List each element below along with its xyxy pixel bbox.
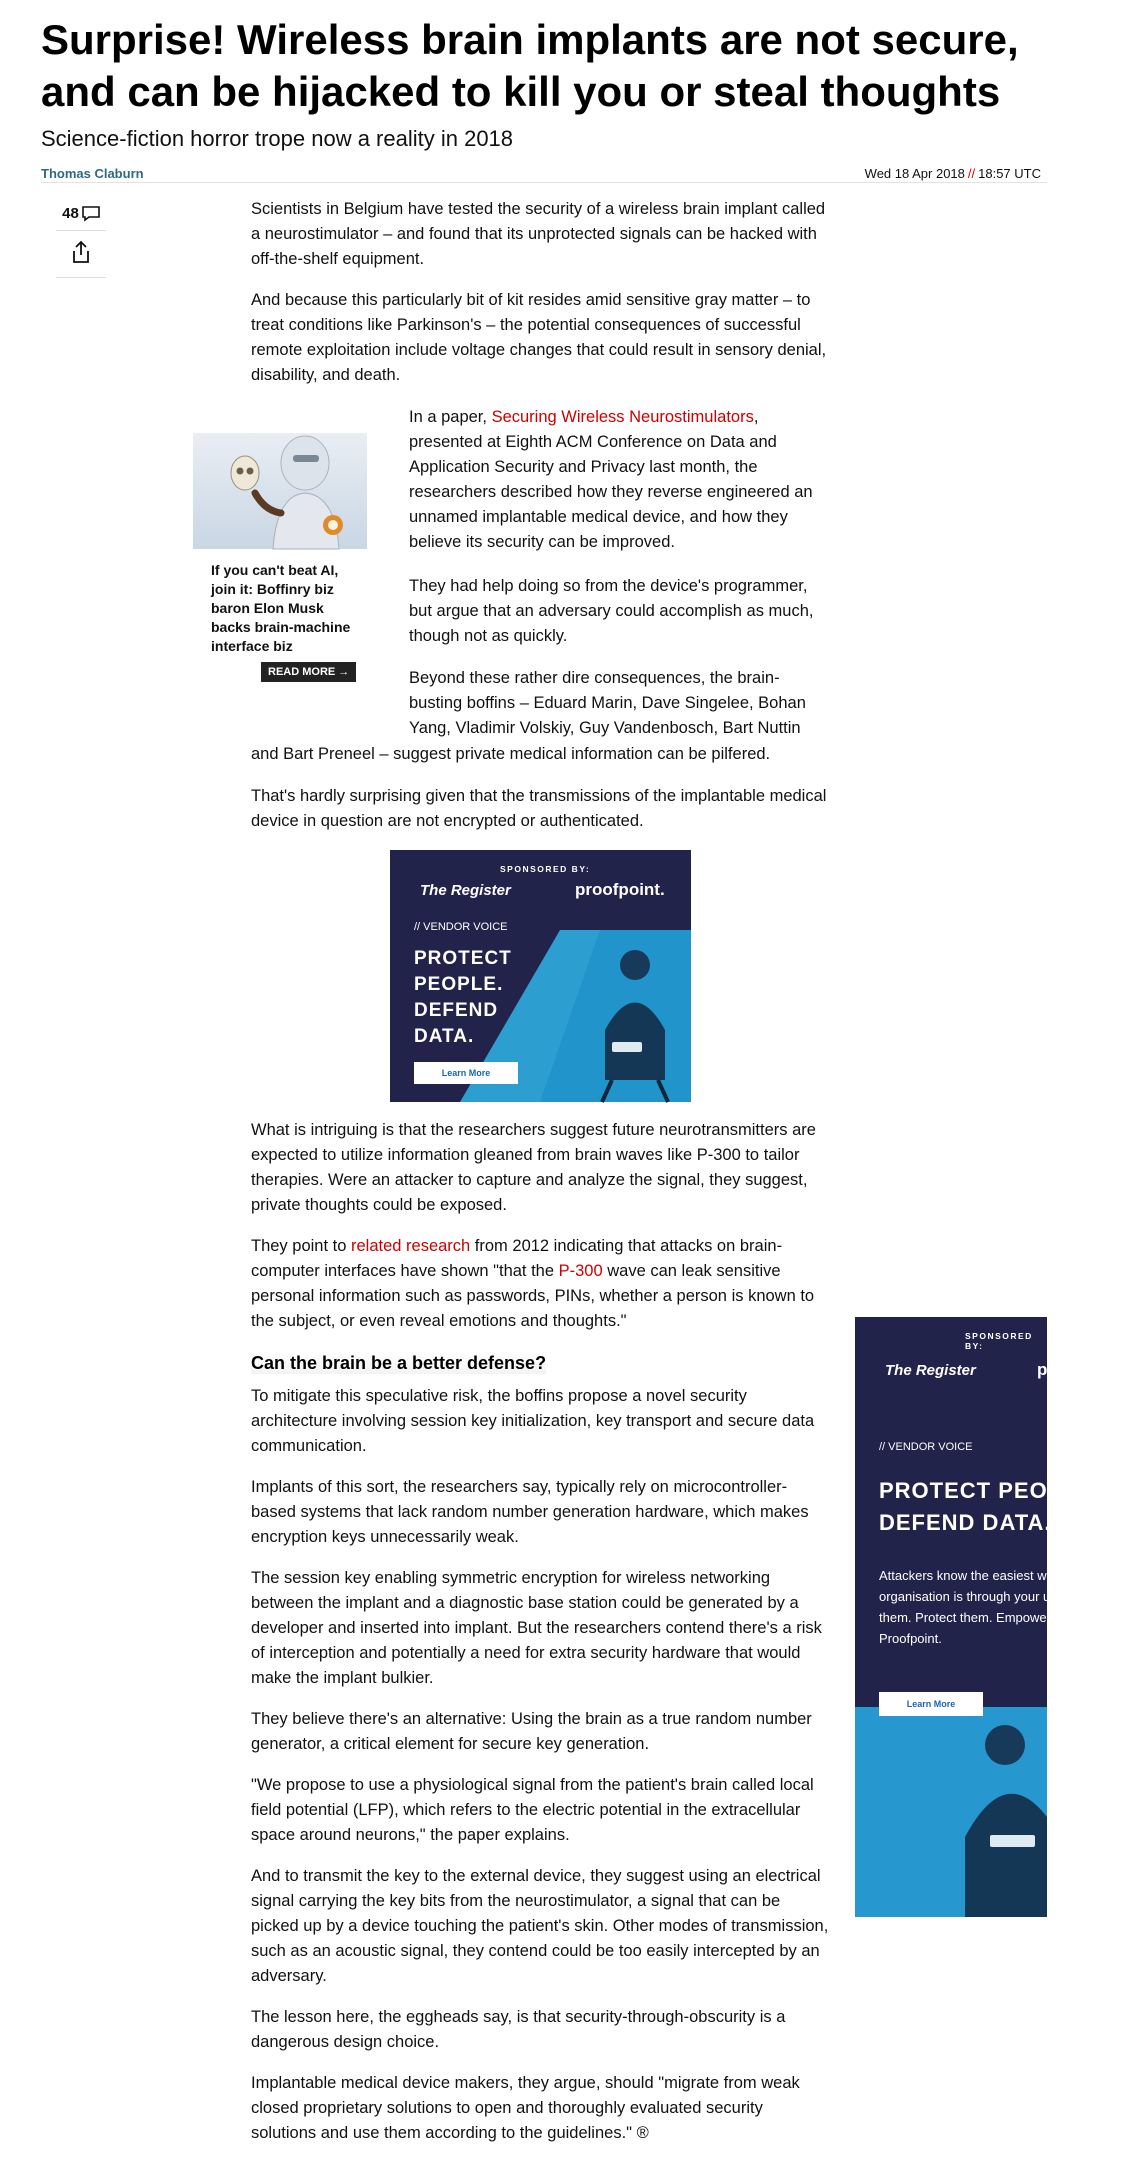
comments-link[interactable] [56, 196, 106, 231]
paragraph: Scientists in Belgium have tested the security of a wireless brain implant called a neurostimulator – and found that its unprotected signals can be hacked with off-the-shelf equipment. [251, 200, 826, 268]
paragraph: Implants of this sort, the researchers say, typically rely on microcontroller-based systems that lack random number generation hardware, which makes encryption keys unnecessarily weak. [251, 1478, 809, 1546]
read-more-button[interactable] [261, 662, 356, 682]
vendor-voice-label: // VENDOR VOICE [414, 921, 508, 933]
ad-photo-graphic [855, 1707, 1047, 1917]
paragraph: That's hardly surprising given that the transmissions of the implantable medical device in question are not encrypted or authenticated. [251, 787, 827, 830]
share-sidebar [56, 196, 106, 278]
byline-bar [41, 166, 1047, 183]
publish-dateline [865, 166, 1041, 181]
arrow-right-icon: → [338, 666, 350, 678]
paragraph: They had help doing so from the device's programmer, but argue that an adversary could accomplish as much, though not as quickly. [409, 577, 814, 645]
ad-headline: PROTECT PEOPLE. DEFEND DATA. [414, 948, 512, 1047]
text-span: wave can leak sensitive personal information such as passwords, PINs, whether a person is known to the subject, or even reveal emotions and thoughts." [251, 1262, 815, 1330]
related-story-promo[interactable] [193, 433, 369, 682]
promo-caption[interactable]: If you can't beat AI, join it: Boffinry biz baron Elon Musk backs brain-machine interface biz [211, 562, 351, 654]
text-span: , presented at Eighth ACM Conference on Data and Application Security and Privacy last month, the researchers described how they reverse engineered an unnamed implantable medical device, and how they believe its security can be improved. [409, 408, 813, 551]
article-standfirst: Science-fiction horror trope now a reality in 2018 [41, 126, 514, 151]
ad-sponsored-label: SPONSORED BY: [500, 864, 591, 874]
proofpoint-logo: proofpoint. [575, 880, 665, 899]
ad-headline: PROTECT PEOPLE. DEFEND DATA. [879, 1478, 1101, 1535]
related-research-link[interactable]: related research [350, 1237, 471, 1255]
comment-count: 48 [62, 204, 79, 222]
ad-learn-more-button[interactable]: Learn More [414, 1062, 518, 1084]
register-logo: The Register [885, 1362, 976, 1379]
paragraph: And because this particularly bit of kit resides amid sensitive gray matter – to treat conditions like Parkinson's – the potential consequences of successful remote exploitation include voltage changes that could result in sensory denial, disability, and death. [251, 291, 827, 384]
paragraph: What is intriguing is that the researchers suggest future neurotransmitters are expected to utilize information gleaned from brain waves like P-300 to tailor therapies. Were an attacker to capture and analyze the signal, they suggest, private thoughts could be exposed. [251, 1121, 816, 1214]
text-span: They point to [251, 1237, 351, 1255]
read-more-label: READ MORE [268, 666, 336, 678]
date-separator: // [967, 166, 976, 181]
sidebar-advert[interactable] [855, 1317, 1124, 1917]
paragraph [251, 1234, 831, 1334]
section-subhead: Can the brain be a better defense? [251, 1353, 547, 1373]
paragraph: Implantable medical device makers, they argue, should "migrate from weak closed proprietary solutions to open and thoroughly evaluated security solutions and use them according to the guidelines." ® [251, 2074, 800, 2142]
author-link[interactable]: Thomas Claburn [41, 166, 144, 181]
ad-body-copy: Attackers know the easiest way into your organisation is through your users. Defend them. Protect them. Empower them with Proofpoint. [879, 1568, 1124, 1646]
paragraph: They believe there's an alternative: Using the brain as a true random number generator, a critical element for secure key generation. [251, 1710, 812, 1753]
inline-advert[interactable] [390, 850, 691, 1102]
paragraph: The lesson here, the eggheads say, is that security-through-obscurity is a dangerous design choice. [251, 2008, 786, 2051]
paragraph: and Bart Preneel – suggest private medical information can be pilfered. [251, 745, 771, 763]
paragraph: And to transmit the key to the external device, they suggest using an electrical signal carrying the key bits from the neurostimulator, a signal that can be picked up by a device touching the patient's skin. Other modes of transmission, such as an acoustic signal, they contend could be too easily intercepted by an adversary. [251, 1867, 829, 1985]
section-tag-cutoff [40, 0, 170, 5]
publish-time: 18:57 UTC [978, 166, 1041, 181]
paragraph: Beyond these rather dire consequences, the brain-busting boffins – Eduard Marin, Dave Singelee, Bohan Yang, Vladimir Volskiy, Guy Vandenbosch, Bart Nuttin [409, 669, 806, 737]
paragraph: "We propose to use a physiological signal from the patient's brain called local field potential (LFP), which refers to the electric potential in the extracellular space around neurons," the paper explains. [251, 1776, 814, 1844]
publish-date: Wed 18 Apr 2018 [864, 166, 965, 181]
paper-link[interactable]: Securing Wireless Neurostimulators [491, 408, 754, 426]
text-span: from 2012 indicating that attacks on brain-computer interfaces have shown "that the [251, 1237, 783, 1280]
proofpoint-logo: p [1037, 1360, 1048, 1379]
register-logo: The Register [420, 882, 511, 899]
share-icon [70, 240, 92, 269]
paragraph [409, 405, 829, 555]
paragraph: To mitigate this speculative risk, the boffins propose a novel security architecture involving session key initialization, key transport and secure data communication. [251, 1387, 815, 1455]
robot-skull-image [193, 433, 367, 549]
vendor-voice-label: // VENDOR VOICE [879, 1441, 973, 1453]
p300-link[interactable]: P-300 [558, 1262, 603, 1280]
share-button[interactable] [56, 231, 106, 278]
article-headline: Surprise! Wireless brain implants are not secure, and can be hijacked to kill you or steal thoughts [41, 16, 1019, 115]
comment-bubble-icon [82, 206, 100, 221]
ad-learn-more-button[interactable]: Learn More [879, 1692, 983, 1716]
text-span: In a paper, [409, 408, 492, 426]
ad-sponsored-label: SPONSORED BY: [965, 1331, 1033, 1351]
paragraph: The session key enabling symmetric encryption for wireless networking between the implant and a diagnostic base station could be generated by a developer and inserted into implant. But the researchers contend there's a risk of interception and potentially a need for extra security hardware that would make the implant bulkier. [251, 1569, 822, 1687]
